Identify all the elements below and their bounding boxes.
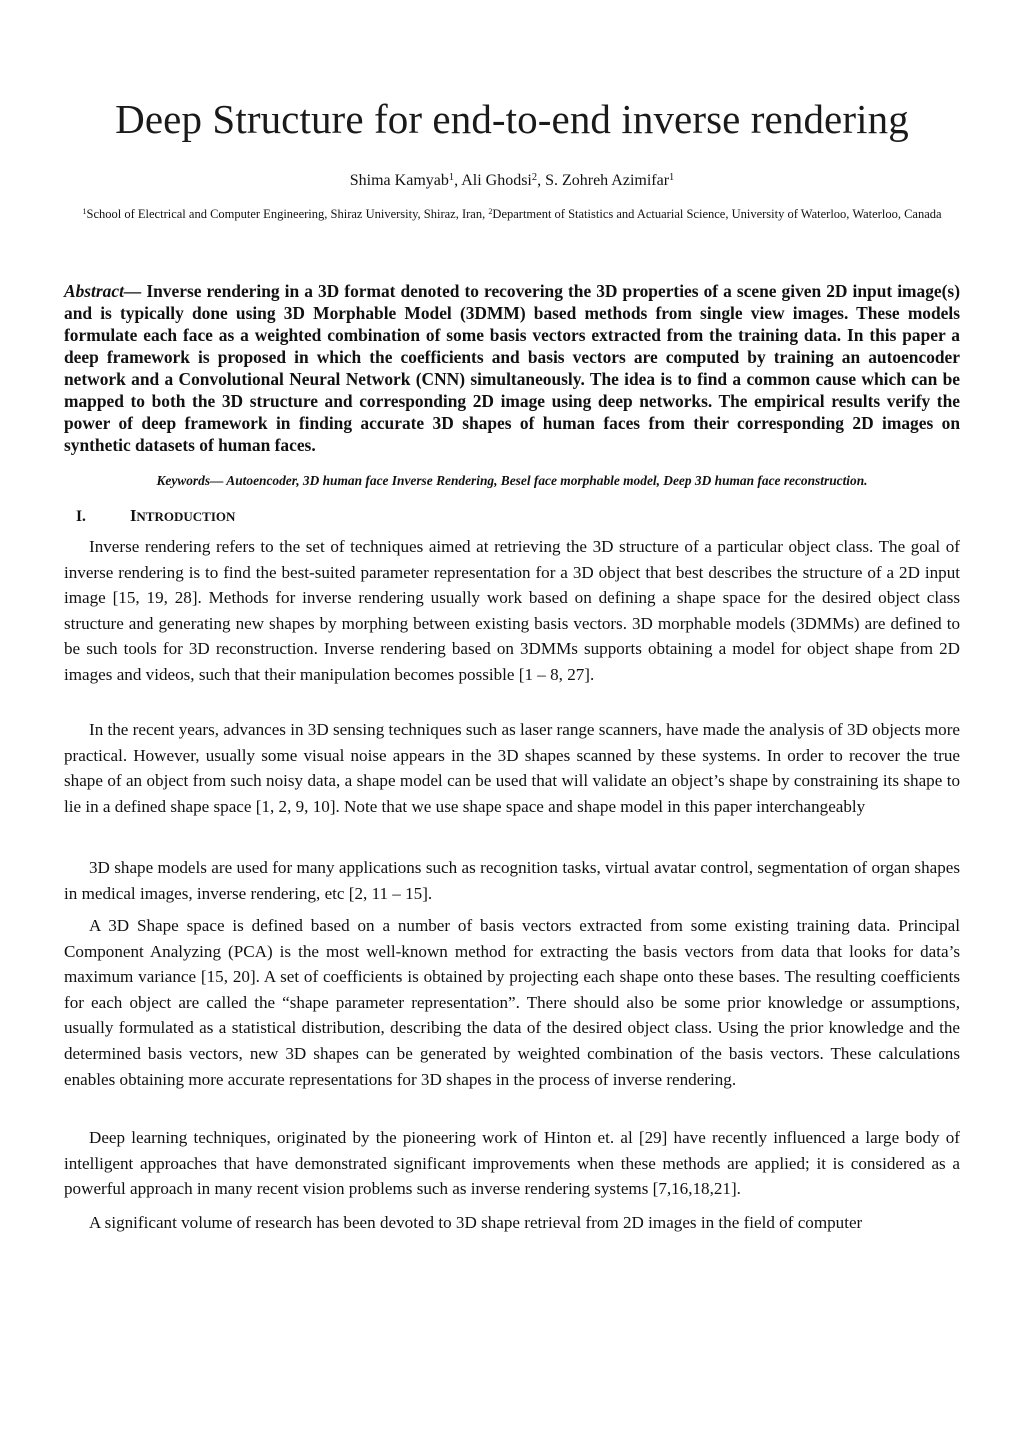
body-paragraph: A significant volume of research has been devoted to 3D shape retrieval from 2D images in the field of computer xyxy=(89,1213,863,1232)
abstract-label: Abstract— xyxy=(64,281,142,301)
affiliation-text: School of Electrical and Computer Engineering, Shiraz University, Shiraz, Iran, xyxy=(86,207,489,221)
keywords: Keywords— Autoencoder, 3D human face Inverse Rendering, Besel face morphable model, Deep 3D human face reconstruction. xyxy=(156,473,868,488)
affiliation-number: 2 xyxy=(488,207,493,217)
abstract-text: Inverse rendering in a 3D format denoted to recovering the 3D properties of a scene given 2D input image(s) and is typically done using 3D Morphable Model (3DMM) based methods from single view images. These models formulate each face as a weighted combination of some basis vectors extracted from the training data. In this paper a deep framework is proposed in which the coefficients and basis vectors are computed by training an autoencoder network and a Convolutional Neural Network (CNN) simultaneously. The idea is to find a common cause which can be mapped to both the 3D structure and corresponding 2D image using deep networks. The empirical results verify the power of deep framework in finding accurate 3D shapes of human faces from their corresponding 2D images on synthetic datasets of human faces. xyxy=(64,281,960,455)
affiliations xyxy=(80,206,944,223)
affiliation-text: Department of Statistics and Actuarial Science, University of Waterloo, Waterloo, Canada xyxy=(492,207,942,221)
paper-title: Deep Structure for end-to-end inverse rendering xyxy=(115,96,909,142)
body-paragraph: A 3D Shape space is defined based on a number of basis vectors extracted from some existing training data. Principal Component Analyzing (PCA) is the most well-known method for extracting the basis vectors from data that looks for data’s maximum variance [15, 20]. A set of coefficients is obtained by projecting each shape onto these bases. The resulting coefficients for each object are called the “shape parameter representation”. There should also be some prior knowledge or assumptions, usually formulated as a statistical distribution, describing the data of the desired object class. Using the prior knowledge and the determined basis vectors, new 3D shapes can be generated by weighted combination of the basis vectors. These calculations enables obtaining more accurate representations for 3D shapes in the process of inverse rendering. xyxy=(64,916,960,1089)
author-separator: , xyxy=(537,172,546,189)
body-paragraph: In the recent years, advances in 3D sensing techniques such as laser range scanners, have made the analysis of 3D objects more practical. However, usually some visual noise appears in the 3D shapes scanned by these systems. In order to recover the true shape of an object from such noisy data, a shape model can be used that will validate an object’s shape by constraining its shape to lie in a defined shape space [1, 2, 9, 10]. Note that we use shape space and shape model in this paper interchangeably xyxy=(64,720,960,816)
section-heading xyxy=(76,506,676,527)
section-title-rest: NTRODUCTION xyxy=(136,509,236,524)
author-name: S. Zohreh Azimifar xyxy=(545,172,670,189)
body-paragraph: Deep learning techniques, originated by the pioneering work of Hinton et. al [29] have recently influenced a large body of intelligent approaches that have demonstrated significant improvements when these methods are applied; it is considered as a powerful approach in many recent vision problems such as inverse rendering systems [7,16,18,21]. xyxy=(64,1128,960,1199)
affiliation-number: 1 xyxy=(82,207,87,217)
author-affiliation-mark: 2 xyxy=(531,172,538,184)
author-affiliation-mark: 1 xyxy=(669,172,675,184)
section-number: I. xyxy=(76,508,86,525)
section-title-initial: I xyxy=(130,506,137,525)
author-affiliation-mark: 1 xyxy=(448,172,455,184)
author-name: Ali Ghodsi xyxy=(461,172,532,189)
author-list xyxy=(0,170,1024,192)
body-paragraph: 3D shape models are used for many applications such as recognition tasks, virtual avatar control, segmentation of organ shapes in medical images, inverse rendering, etc [2, 11 – 15]. xyxy=(64,858,960,903)
body-paragraph: Inverse rendering refers to the set of techniques aimed at retrieving the 3D structure of a particular object class. The goal of inverse rendering is to find the best-suited parameter representation for a 3D object that best describes the structure of a 2D input image [15, 19, 28]. Methods for inverse rendering usually work based on defining a shape space for the desired object class structure and generating new shapes by morphing between existing basis vectors. 3D morphable models (3DMMs) are defined to be such tools for 3D reconstruction. Inverse rendering based on 3DMMs supports obtaining a model for object shape from 2D images and videos, such that their manipulation becomes possible [1 – 8, 27]. xyxy=(64,537,960,684)
abstract xyxy=(64,280,960,456)
author-name: Shima Kamyab xyxy=(349,172,449,189)
author-separator: , xyxy=(454,172,462,189)
